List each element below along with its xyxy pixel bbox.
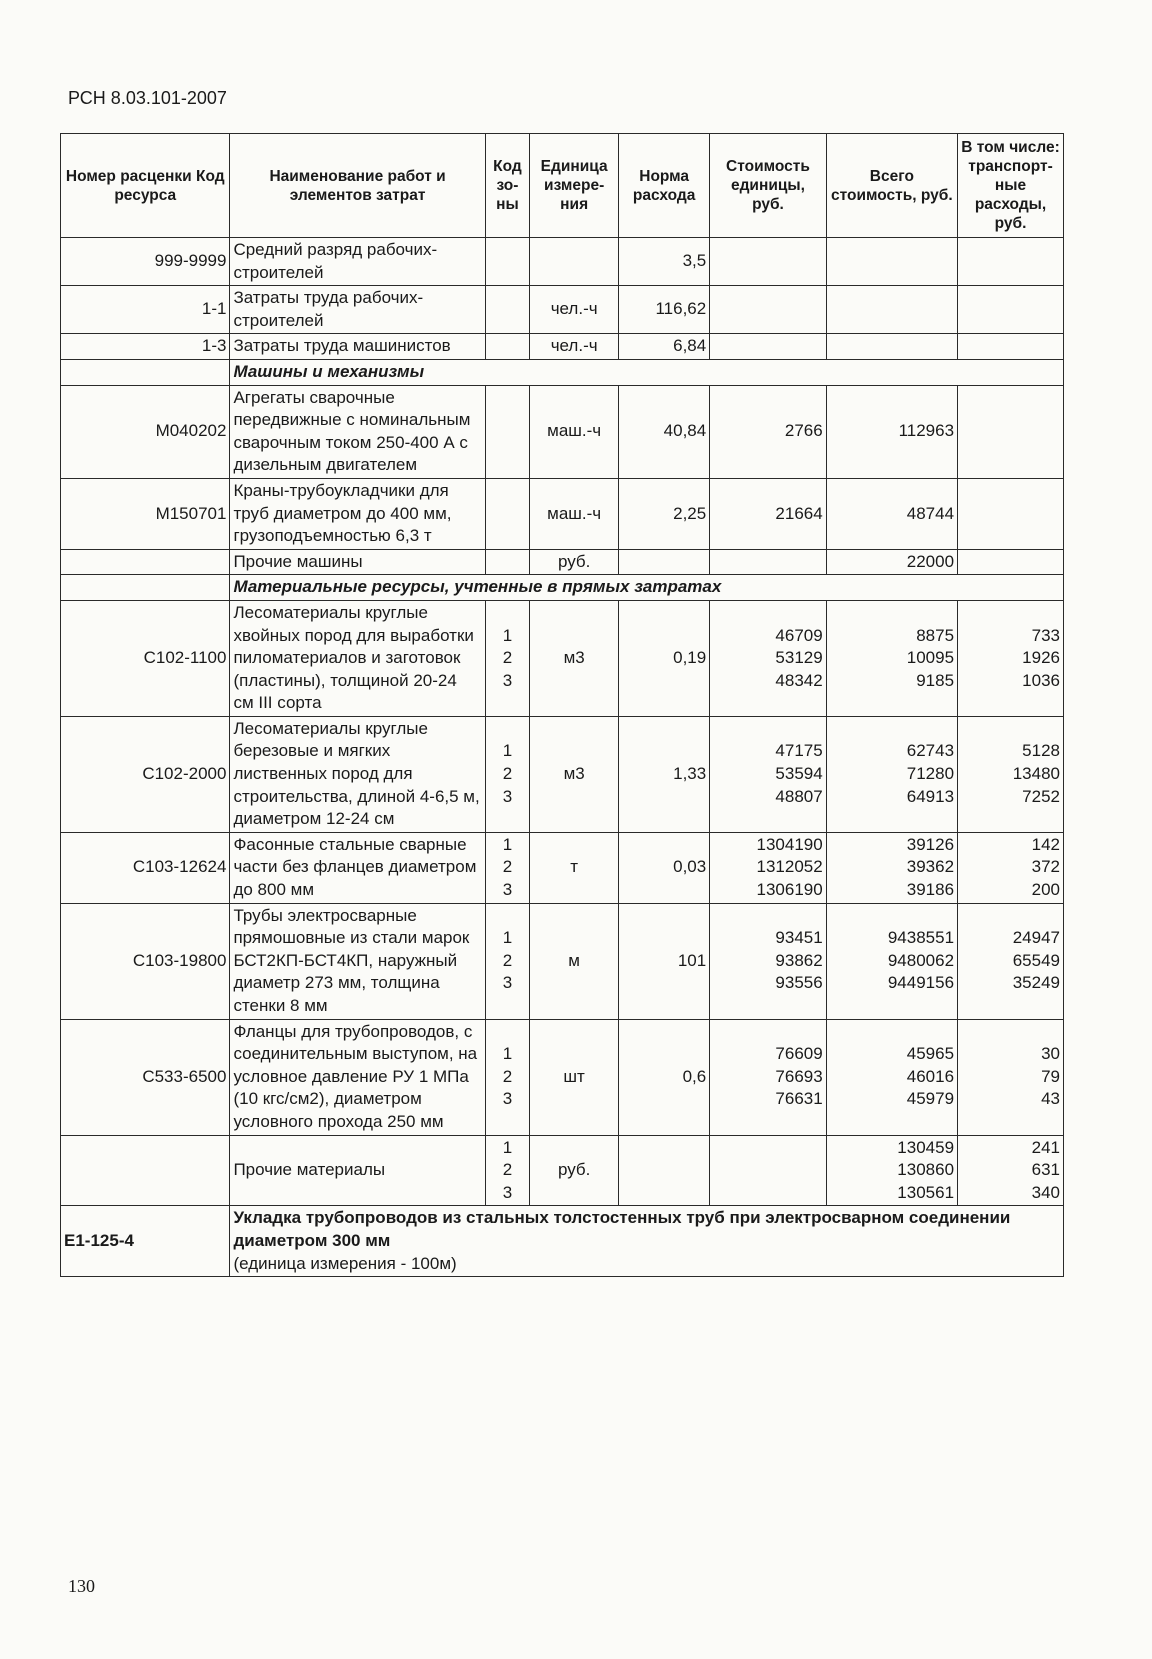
row-total: 45965 46016 45979: [826, 1019, 957, 1135]
header-total-cost: Всего стоимость, руб.: [826, 134, 957, 238]
row-unit: чел.-ч: [530, 286, 619, 334]
row-name: Фасонные стальные сварные части без фланцев диаметром до 800 мм: [230, 832, 485, 903]
header-norm: Норма расхода: [619, 134, 710, 238]
row-transport: 241 631 340: [958, 1135, 1064, 1206]
next-rate-code: Е1-125-4: [61, 1206, 230, 1277]
row-total: 8875 10095 9185: [826, 600, 957, 716]
row-transport: [958, 286, 1064, 334]
row-transport: [958, 385, 1064, 478]
section-title: Материальные ресурсы, учтенные в прямых затратах: [230, 575, 1064, 601]
header-code: Номер расценки Код ресурса: [61, 134, 230, 238]
row-unit: маш.-ч: [530, 478, 619, 549]
header-unit: Единица измере-ния: [530, 134, 619, 238]
row-norm: 0,6: [619, 1019, 710, 1135]
header-unit-cost: Стоимость единицы, руб.: [710, 134, 827, 238]
row-transport: [958, 238, 1064, 286]
row-norm: 101: [619, 903, 710, 1019]
row-name: Средний разряд рабочих-строителей: [230, 238, 485, 286]
row-zone: [485, 385, 529, 478]
row-transport: [958, 549, 1064, 575]
document-code: РСН 8.03.101-2007: [68, 88, 227, 108]
row-total: 62743 71280 64913: [826, 716, 957, 832]
row-unit: м3: [530, 716, 619, 832]
next-rate-title: Укладка трубопроводов из стальных толстостенных труб при электросварном соединении диаметром 300 мм: [233, 1208, 1011, 1250]
row-name: Прочие машины: [230, 549, 485, 575]
row-norm: 40,84: [619, 385, 710, 478]
table-row: [61, 478, 1064, 549]
row-total: [826, 334, 957, 360]
row-code: [61, 1135, 230, 1206]
row-code: С533-6500: [61, 1019, 230, 1135]
page-number: 130: [68, 1576, 95, 1596]
row-total: [826, 238, 957, 286]
section-title: Машины и механизмы: [230, 359, 1064, 385]
row-norm: 116,62: [619, 286, 710, 334]
row-name: Лесоматериалы круглые березовые и мягких лиственных пород для строительства, длиной 4-6,5 м, диаметром 12-24 см: [230, 716, 485, 832]
row-name: Фланцы для трубопроводов, с соединительным выступом, на условное давление РУ 1 МПа (10 кгс/см2), диаметром условного прохода 250 мм: [230, 1019, 485, 1135]
row-code: С103-19800: [61, 903, 230, 1019]
row-code: М040202: [61, 385, 230, 478]
row-transport: [958, 478, 1064, 549]
row-transport: 733 1926 1036: [958, 600, 1064, 716]
row-unit-cost: 46709 53129 48342: [710, 600, 827, 716]
section-blank: [61, 359, 230, 385]
header-row: [61, 134, 1064, 238]
row-unit: м3: [530, 600, 619, 716]
row-norm: 0,19: [619, 600, 710, 716]
row-unit-cost: 1304190 1312052 1306190: [710, 832, 827, 903]
section-row: [61, 575, 1064, 601]
section-row: [61, 359, 1064, 385]
table-row: [61, 286, 1064, 334]
section-blank: [61, 575, 230, 601]
row-norm: [619, 549, 710, 575]
row-name: Прочие материалы: [230, 1135, 485, 1206]
table-row: [61, 1135, 1064, 1206]
row-zone: 1 2 3: [485, 903, 529, 1019]
table-row: [61, 716, 1064, 832]
row-name: Затраты труда машинистов: [230, 334, 485, 360]
row-norm: 2,25: [619, 478, 710, 549]
row-zone: [485, 334, 529, 360]
next-rate-unit-note: (единица измерения - 100м): [233, 1253, 457, 1273]
rates-table: [60, 133, 1064, 1277]
row-unit: маш.-ч: [530, 385, 619, 478]
row-unit: руб.: [530, 549, 619, 575]
row-unit-cost: 21664: [710, 478, 827, 549]
row-zone: 1 2 3: [485, 716, 529, 832]
next-rate-row: [61, 1206, 1064, 1277]
row-unit-cost: [710, 1135, 827, 1206]
row-unit-cost: 47175 53594 48807: [710, 716, 827, 832]
table-row: [61, 1019, 1064, 1135]
row-zone: [485, 238, 529, 286]
row-transport: [958, 334, 1064, 360]
row-unit-cost: [710, 334, 827, 360]
table-row: [61, 903, 1064, 1019]
row-zone: 1 2 3: [485, 1135, 529, 1206]
row-code: [61, 549, 230, 575]
row-transport: 5128 13480 7252: [958, 716, 1064, 832]
row-total: 130459 130860 130561: [826, 1135, 957, 1206]
header-name: Наименование работ и элементов затрат: [230, 134, 485, 238]
next-rate-description: [230, 1206, 1064, 1277]
row-transport: 24947 65549 35249: [958, 903, 1064, 1019]
row-code: 999-9999: [61, 238, 230, 286]
row-code: М150701: [61, 478, 230, 549]
row-unit-cost: [710, 238, 827, 286]
row-zone: 1 2 3: [485, 600, 529, 716]
header-zone: Код зо-ны: [485, 134, 529, 238]
row-total: [826, 286, 957, 334]
row-name: Затраты труда рабочих-строителей: [230, 286, 485, 334]
row-name: Краны-трубоукладчики для труб диаметром до 400 мм, грузоподъемностью 6,3 т: [230, 478, 485, 549]
row-code: С103-12624: [61, 832, 230, 903]
table-row: [61, 385, 1064, 478]
row-zone: [485, 478, 529, 549]
row-unit: м: [530, 903, 619, 1019]
table-row: [61, 600, 1064, 716]
row-total: 9438551 9480062 9449156: [826, 903, 957, 1019]
row-unit: руб.: [530, 1135, 619, 1206]
row-total: 112963: [826, 385, 957, 478]
table-row: [61, 549, 1064, 575]
row-code: С102-2000: [61, 716, 230, 832]
row-unit: т: [530, 832, 619, 903]
row-transport: 30 79 43: [958, 1019, 1064, 1135]
row-norm: 6,84: [619, 334, 710, 360]
row-name: Лесоматериалы круглые хвойных пород для выработки пиломатериалов и заготовок (пластины), толщиной 20-24 см III сорта: [230, 600, 485, 716]
row-zone: 1 2 3: [485, 1019, 529, 1135]
row-zone: [485, 549, 529, 575]
row-unit-cost: 76609 76693 76631: [710, 1019, 827, 1135]
row-norm: 0,03: [619, 832, 710, 903]
row-unit-cost: [710, 549, 827, 575]
row-unit: чел.-ч: [530, 334, 619, 360]
row-code: 1-3: [61, 334, 230, 360]
row-zone: 1 2 3: [485, 832, 529, 903]
row-code: 1-1: [61, 286, 230, 334]
row-code: С102-1100: [61, 600, 230, 716]
row-unit: [530, 238, 619, 286]
row-name: Трубы электросварные прямошовные из стали марок БСТ2КП-БСТ4КП, наружный диаметр 273 мм, толщина стенки 8 мм: [230, 903, 485, 1019]
row-norm: 1,33: [619, 716, 710, 832]
row-name: Агрегаты сварочные передвижные с номинальным сварочным током 250-400 А с дизельным двигателем: [230, 385, 485, 478]
row-total: 22000: [826, 549, 957, 575]
row-unit-cost: [710, 286, 827, 334]
row-zone: [485, 286, 529, 334]
row-unit-cost: 93451 93862 93556: [710, 903, 827, 1019]
row-unit-cost: 2766: [710, 385, 827, 478]
row-unit: шт: [530, 1019, 619, 1135]
table-row: [61, 334, 1064, 360]
table-row: [61, 238, 1064, 286]
row-total: 48744: [826, 478, 957, 549]
row-norm: 3,5: [619, 238, 710, 286]
row-total: 39126 39362 39186: [826, 832, 957, 903]
row-norm: [619, 1135, 710, 1206]
table-row: [61, 832, 1064, 903]
header-transport: В том числе: транспорт-ные расходы, руб.: [958, 134, 1064, 238]
row-transport: 142 372 200: [958, 832, 1064, 903]
